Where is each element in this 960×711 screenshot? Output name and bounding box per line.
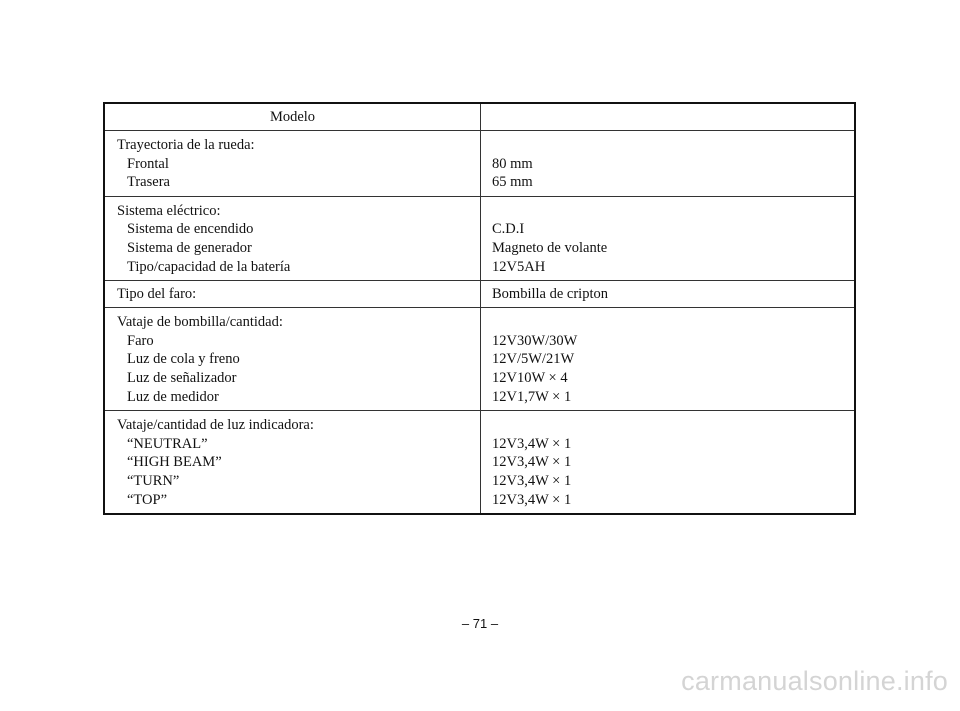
table-row-headlight-type (105, 280, 854, 307)
row-label-cell (105, 131, 481, 196)
row-value: Bombilla de cripton (492, 285, 608, 302)
row-item-label: “TOP” (127, 491, 168, 508)
header-model-cell (105, 104, 481, 130)
row-value-cell (481, 281, 854, 307)
row-item-label: Luz de cola y freno (127, 351, 240, 368)
row-item-value: 12V10W × 4 (492, 369, 568, 386)
table-row-wheel-travel (105, 130, 854, 196)
row-title-spacer (492, 416, 854, 435)
row-label-cell (105, 197, 481, 280)
table-header-row (105, 104, 854, 130)
table-row-electrical-system (105, 196, 854, 280)
row-item-label: Sistema de encendido (127, 221, 254, 238)
row-value-cell (481, 411, 854, 513)
row-title: Tipo del faro: (117, 285, 197, 302)
row-item-label: Luz de señalizador (127, 369, 237, 386)
row-item-label: Frontal (127, 155, 169, 172)
row-item-value: 12V3,4W × 1 (492, 454, 572, 471)
row-item-value: 12V5AH (492, 258, 546, 275)
row-value-cell (481, 308, 854, 410)
row-title: Vataje de bombilla/cantidad: (117, 314, 283, 331)
table-row-bulb-wattage (105, 307, 854, 410)
row-item-value: 80 mm (492, 155, 533, 172)
row-item-label: Luz de medidor (127, 388, 219, 405)
table-row-indicator-wattage (105, 410, 854, 513)
row-item-value: 12V3,4W × 1 (492, 472, 572, 489)
header-model-label: Modelo (269, 108, 316, 125)
spec-table (103, 102, 856, 515)
row-item-value: 65 mm (492, 174, 533, 191)
row-item-label: “NEUTRAL” (127, 435, 208, 452)
row-label-cell (105, 308, 481, 410)
row-value-cell (481, 197, 854, 280)
row-item-value: Magneto de volante (492, 239, 608, 256)
row-title: Sistema eléctrico: (117, 202, 221, 219)
row-item-label: Faro (127, 332, 154, 349)
row-item-value: 12V3,4W × 1 (492, 491, 572, 508)
row-title-spacer (492, 313, 854, 332)
row-item-label: “HIGH BEAM” (127, 454, 222, 471)
row-item-value: 12V/5W/21W (492, 351, 575, 368)
row-title-spacer (492, 202, 854, 221)
row-item-label: Trasera (127, 174, 170, 191)
row-item-value: 12V3,4W × 1 (492, 435, 572, 452)
row-label-cell (105, 411, 481, 513)
row-value-cell (481, 131, 854, 196)
page-number: – 71 – (461, 616, 499, 631)
row-item-value: C.D.I (492, 221, 525, 238)
row-item-value: 12V1,7W × 1 (492, 388, 572, 405)
row-title: Vataje/cantidad de luz indicadora: (117, 417, 314, 434)
row-item-value: 12V30W/30W (492, 332, 578, 349)
row-title-spacer (492, 136, 854, 155)
row-item-label: Tipo/capacidad de la batería (127, 258, 291, 275)
row-item-label: Sistema de generador (127, 239, 252, 256)
watermark-text: carmanualsonline.info (681, 666, 948, 696)
row-title: Trayectoria de la rueda: (117, 137, 255, 153)
row-item-label: “TURN” (127, 472, 180, 489)
header-value-cell (481, 104, 854, 130)
row-label-cell (105, 281, 481, 307)
